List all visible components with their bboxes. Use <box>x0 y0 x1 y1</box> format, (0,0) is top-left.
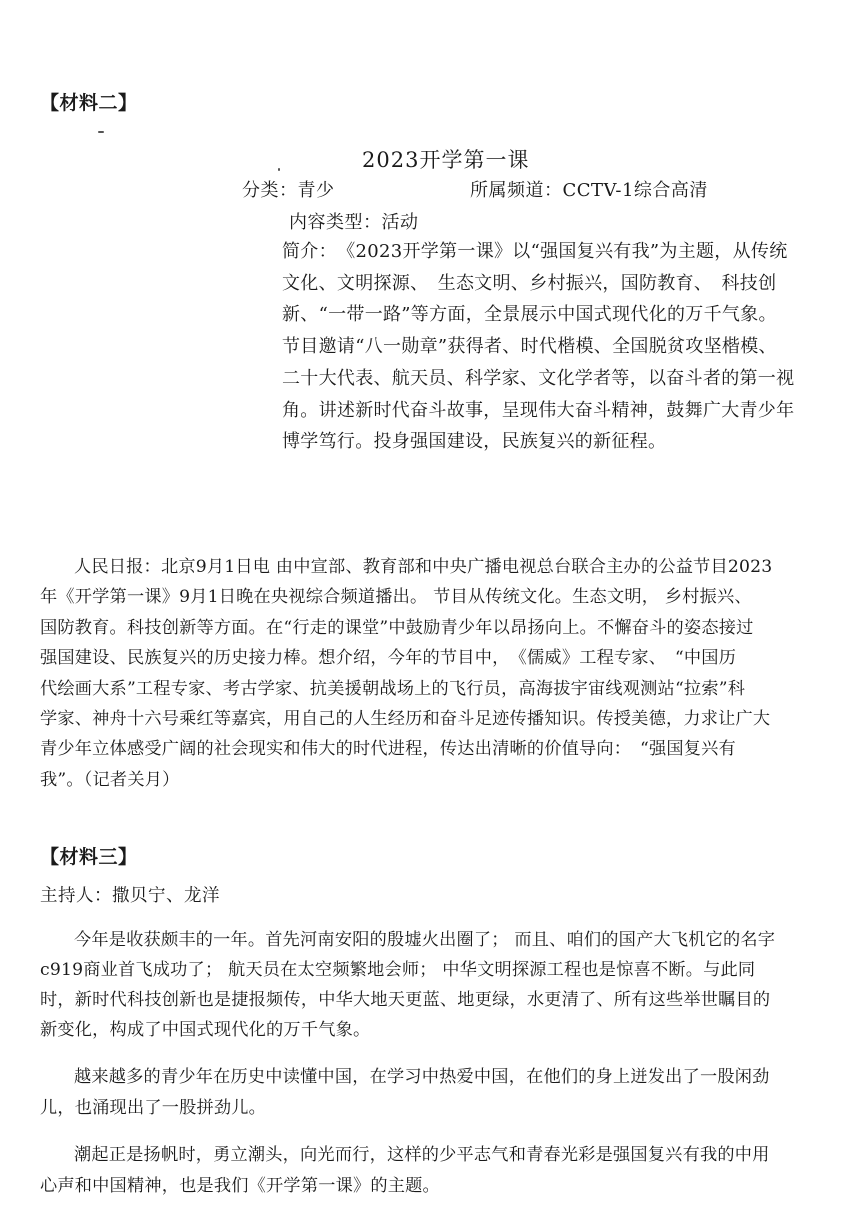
intro-line: 文化、文明探源、 生态文明、乡村振兴，国防教育、 科技创 <box>282 272 777 294</box>
hosts-line: 主持人：撒贝宁、龙洋 <box>40 886 220 906</box>
program-content-type: 内容类型：活动 <box>289 212 419 233</box>
program-title: 2023开学第一课 <box>362 148 530 172</box>
paragraph-line: 时，新时代科技创新也是捷报频传，中华大地天更蓝、地更绿，水更清了、所有这些举世瞩目的 <box>40 990 771 1010</box>
paragraph-line: 心声和中国精神，也是我们《开学第一课》的主题。 <box>40 1176 440 1196</box>
paragraph-line: c919商业首飞成功了； 航天员在太空频繁地会师； 中华文明探源工程也是惊喜不断。与此同 <box>40 960 756 980</box>
material3-heading: 【材料三】 <box>40 846 138 868</box>
news-line: 人民日报：北京9月1日电 由中宣部、教育部和中央广播电视总台联合主办的公益节目2023 <box>74 557 773 577</box>
material3-paragraph-2 <box>40 1062 848 1124</box>
intro-line: 节目邀请“八一勋章”获得者、时代楷模、全国脱贫攻坚楷模、 <box>282 336 777 358</box>
paragraph-line: 越来越多的青少年在历史中读懂中国，在学习中热爱中国，在他们的身上迸发出了一股闲劲 <box>74 1067 770 1087</box>
program-channel: 所属频道：CCTV-1综合高清 <box>470 180 708 201</box>
news-line: 年《开学第一课》9月1日晚在央视综合频道播出。 节目从传统文化。生态文明， 乡村振兴、 <box>40 587 752 608</box>
material3-paragraph-1 <box>40 925 848 1045</box>
intro-line: 博学笃行。投身强国建设，民族复兴的新征程。 <box>282 431 667 453</box>
paragraph-line: 儿，也涌现出了一股拼劲儿。 <box>40 1098 267 1118</box>
paragraph-line: 新变化，构成了中国式现代化的万千气象。 <box>40 1020 371 1040</box>
intro-line: 简介： 《2023开学第一课》以“强国复兴有我”为主题，从传统 <box>282 241 788 262</box>
program-category: 分类：青少 <box>242 180 335 201</box>
news-line: 国防教育。科技创新等方面。在“行走的课堂”中鼓励青少年以昂扬向上。不懈奋斗的姿态接过 <box>40 617 754 638</box>
news-paragraph <box>40 552 848 795</box>
intro-line: 二十大代表、航天员、科学家、文化学者等，以奋斗者的第一视 <box>282 367 795 389</box>
news-line: 学家、神舟十六号乘红等嘉宾，用自己的人生经历和奋斗足迹传播知识。传授美德，力求让广大 <box>40 709 771 730</box>
news-line: 强国建设、民族复兴的历史接力棒。想介绍，今年的节目中， 《儒威》工程专家、 “中国历 <box>40 648 737 669</box>
intro-line: 新、“一带一路”等方面，全景展示中国式现代化的万千气象。 <box>282 304 777 326</box>
news-line: 我”。（记者关月） <box>40 769 180 790</box>
material3-paragraph-3 <box>40 1140 848 1202</box>
paragraph-line: 今年是收获颇丰的一年。首先河南安阳的殷墟火出圈了； 而且、咱们的国产大飞机它的名字 <box>74 930 776 950</box>
program-intro <box>282 236 850 458</box>
intro-line: 角。讲述新时代奋斗故事，呈现伟大奋斗精神，鼓舞广大青少年 <box>282 399 795 421</box>
scan-speck <box>98 131 104 133</box>
paragraph-line: 潮起正是扬帆时，勇立潮头，向光而行，这样的少平志气和青春光彩是强国复兴有我的中用 <box>74 1145 770 1165</box>
news-line: 代绘画大系”工程专家、考古学家、抗美援朝战场上的飞行员，高海拔宇宙线观测站“拉索”科 <box>40 678 746 699</box>
scan-speck <box>278 168 280 171</box>
material2-heading: 【材料二】 <box>40 92 138 114</box>
news-line: 青少年立体感受广阔的社会现实和伟大的时代进程，传达出清晰的价值导向： “强国复兴有 <box>40 739 736 760</box>
